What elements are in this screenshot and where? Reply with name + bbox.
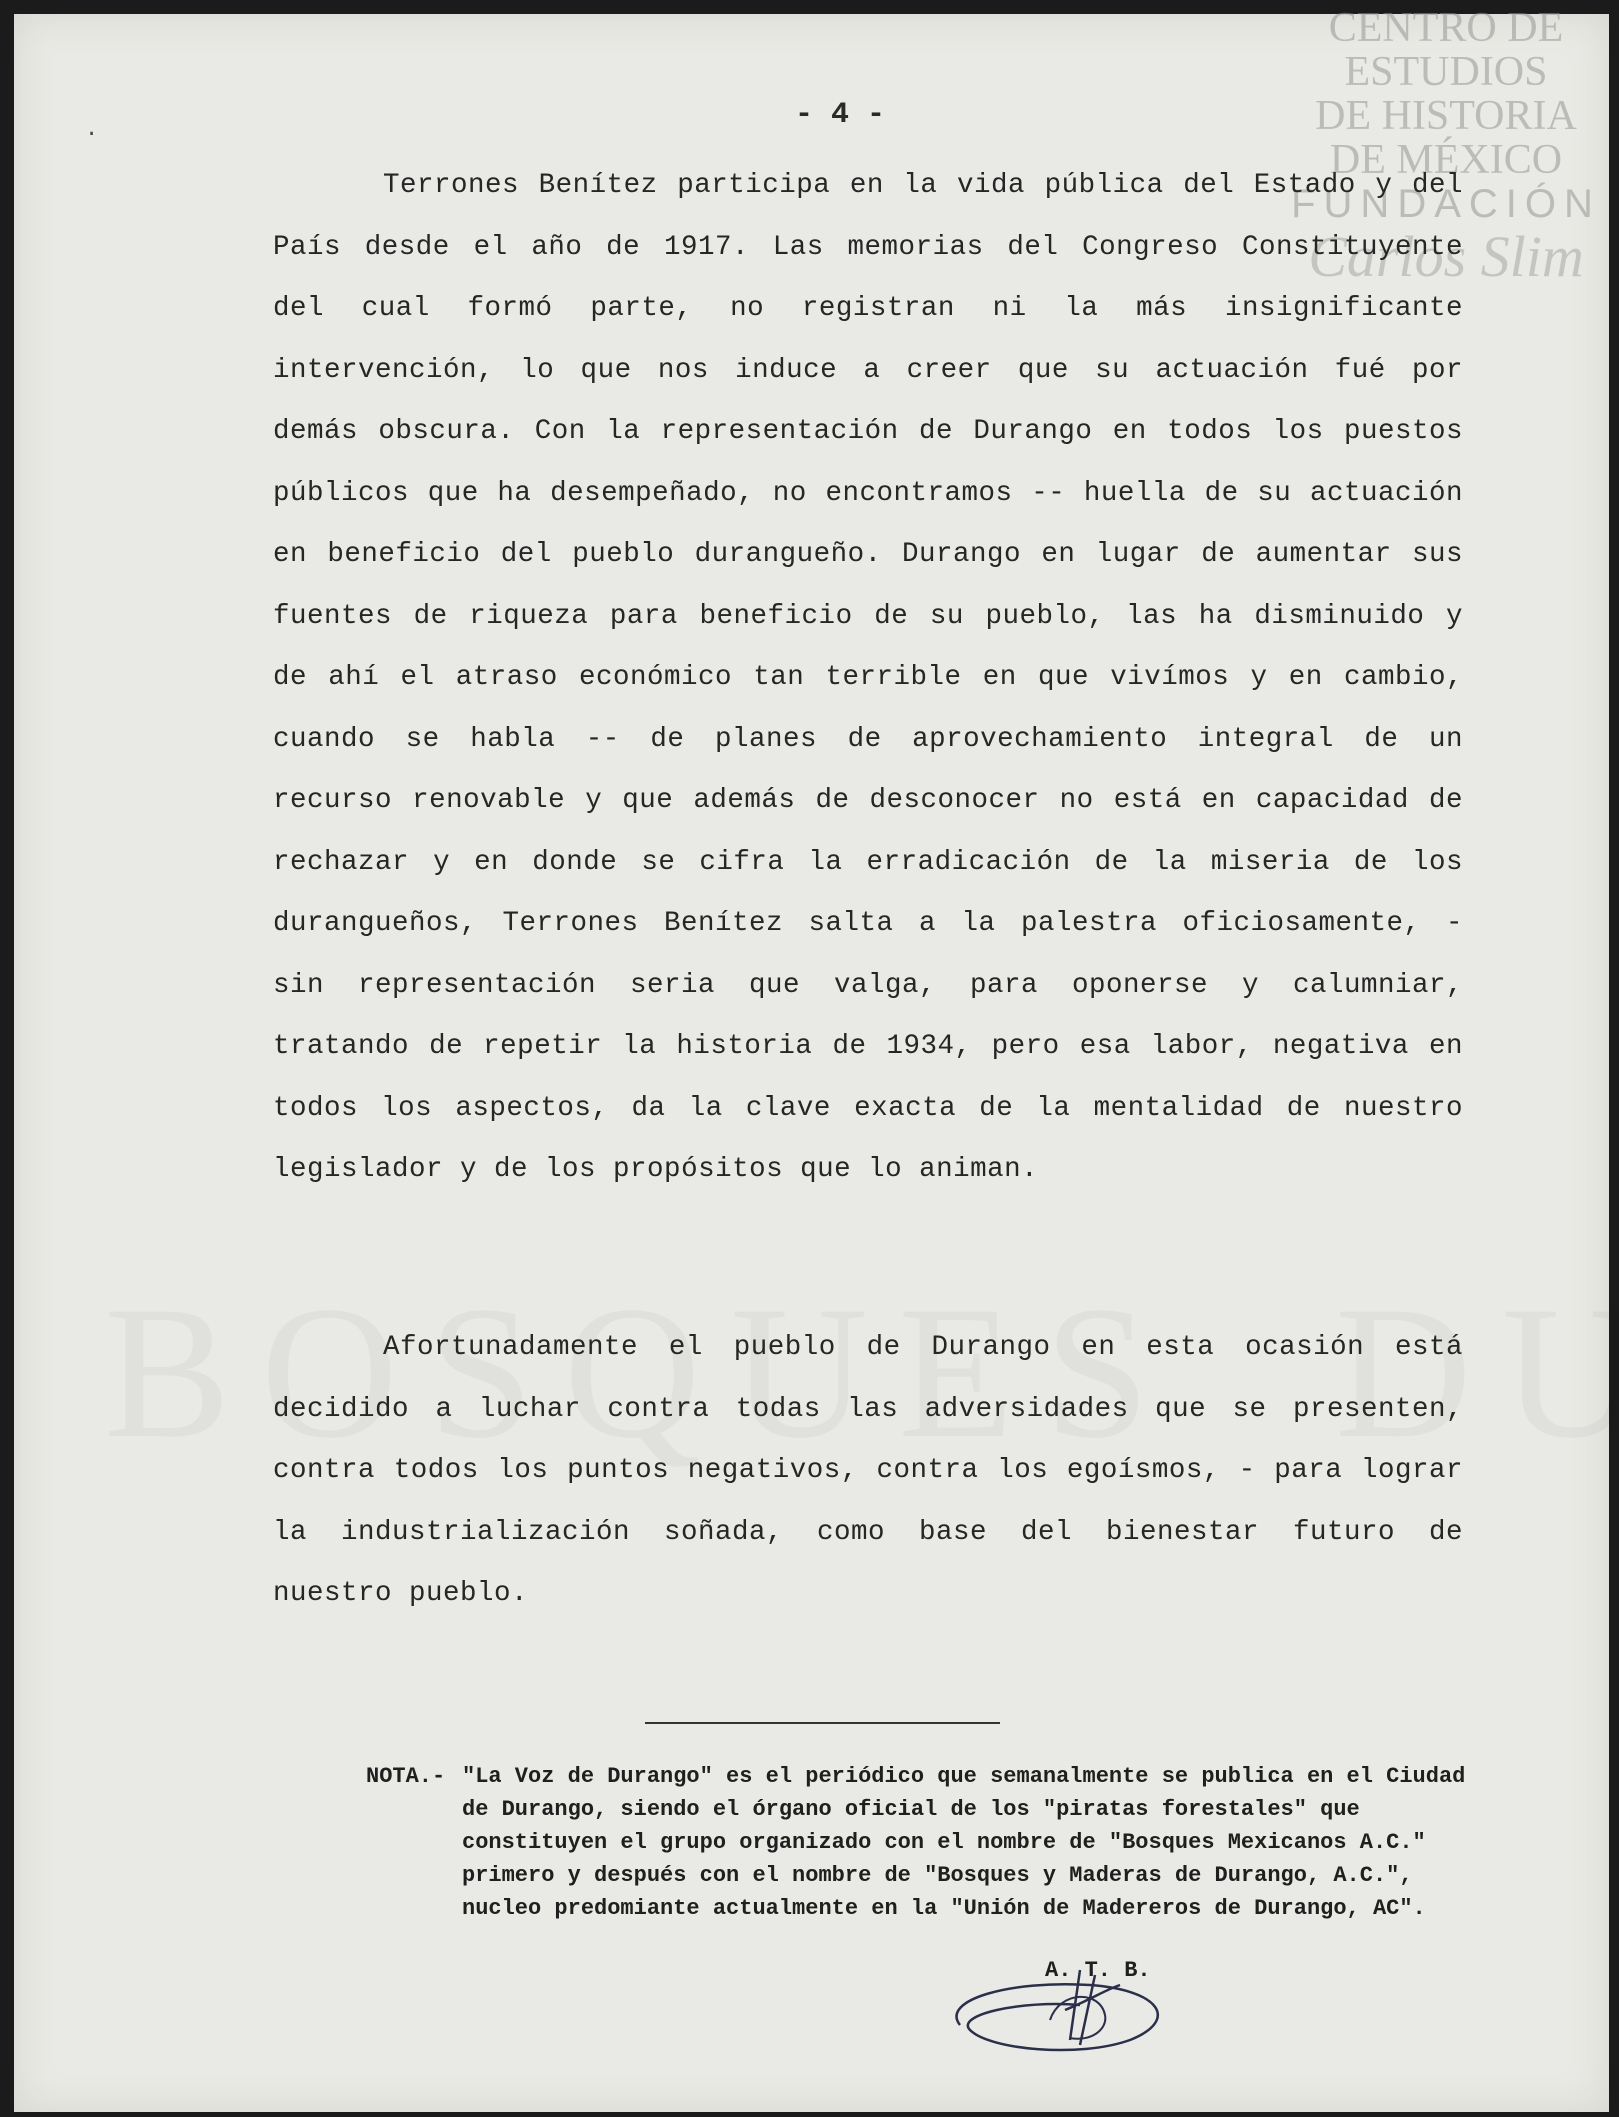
watermark-line: DE HISTORIA: [1315, 93, 1577, 139]
paragraph-text: Afortunadamente el pueblo de Durango en esta ocasión está decidido a luchar contra todas las adversidades que se presenten, contra todos los puntos negativos, contra los egoísmos, - para lograr la industrialización soñada, como base del bienestar futuro de nuestro pueblo.: [273, 1332, 1463, 1609]
footnote-text: "La Voz de Durango" es el periódico que semanalmente se publica en el Ciudad de Durango, siendo el órgano oficial de los "piratas forestales" que constituyen el grupo organizado con el nombre de "Bosques Mexicanos A.C." primero y después con el nombre de "Bosques y Maderas de Durango, A.C.", nucleo predomiante actualmente en la "Unión de Madereros de Durango, AC".: [462, 1764, 1466, 1921]
signature-scribble: [930, 1930, 1210, 2070]
watermark-line: ESTUDIOS: [1344, 49, 1548, 95]
watermark-line: CENTRO DE: [1328, 5, 1564, 51]
watermark-signature: Carlos Slim: [1308, 224, 1584, 289]
divider-line: [645, 1722, 1000, 1724]
paragraph-text: Terrones Benítez participa en la vida pública del Estado y del País desde el año de 1917. Las memorias del Congreso Constituyente del cual formó parte, no registran ni la más insignificante intervención, lo que nos induce a creer que su actuación fué por demás obscura. Con la representación de Durango en todos los puestos públicos que ha desempeñado, no encontramos -- huella de su actuación en beneficio del pueblo durangueño. Durango en lugar de aumentar sus fuentes de riqueza para beneficio de su pueblo, las ha disminuido y de ahí el atraso económico tan terrible en que vivímos y en cambio, cuando se habla -- de planes de aprovechamiento integral de un recurso renovable y que además de desconocer no está en capacidad de rechazar y en donde se cifra la erradicación de la miseria de los durangueños, Terrones Benítez salta a la palestra oficiosamente, - sin representación seria que valga, para oponerse y calumniar, tratando de repetir la historia de 1934, pero esa labor, negativa en todos los aspectos, da la clave exacta de la mentalidad de nuestro legislador y de los propósitos que lo animan.: [273, 170, 1463, 1185]
margin-mark: .: [85, 117, 99, 142]
watermark-line: DE MÉXICO: [1329, 137, 1563, 183]
footnote-label: NOTA.-: [366, 1764, 446, 1789]
paragraph-1: [273, 155, 1463, 1201]
footnote: [366, 1760, 1466, 1925]
author-initials: A. T. B.: [1045, 1958, 1151, 1983]
page-number: - 4 -: [795, 98, 886, 132]
paragraph-2: [273, 1317, 1463, 1625]
watermark-line: FUNDACIÓN: [1291, 182, 1601, 226]
